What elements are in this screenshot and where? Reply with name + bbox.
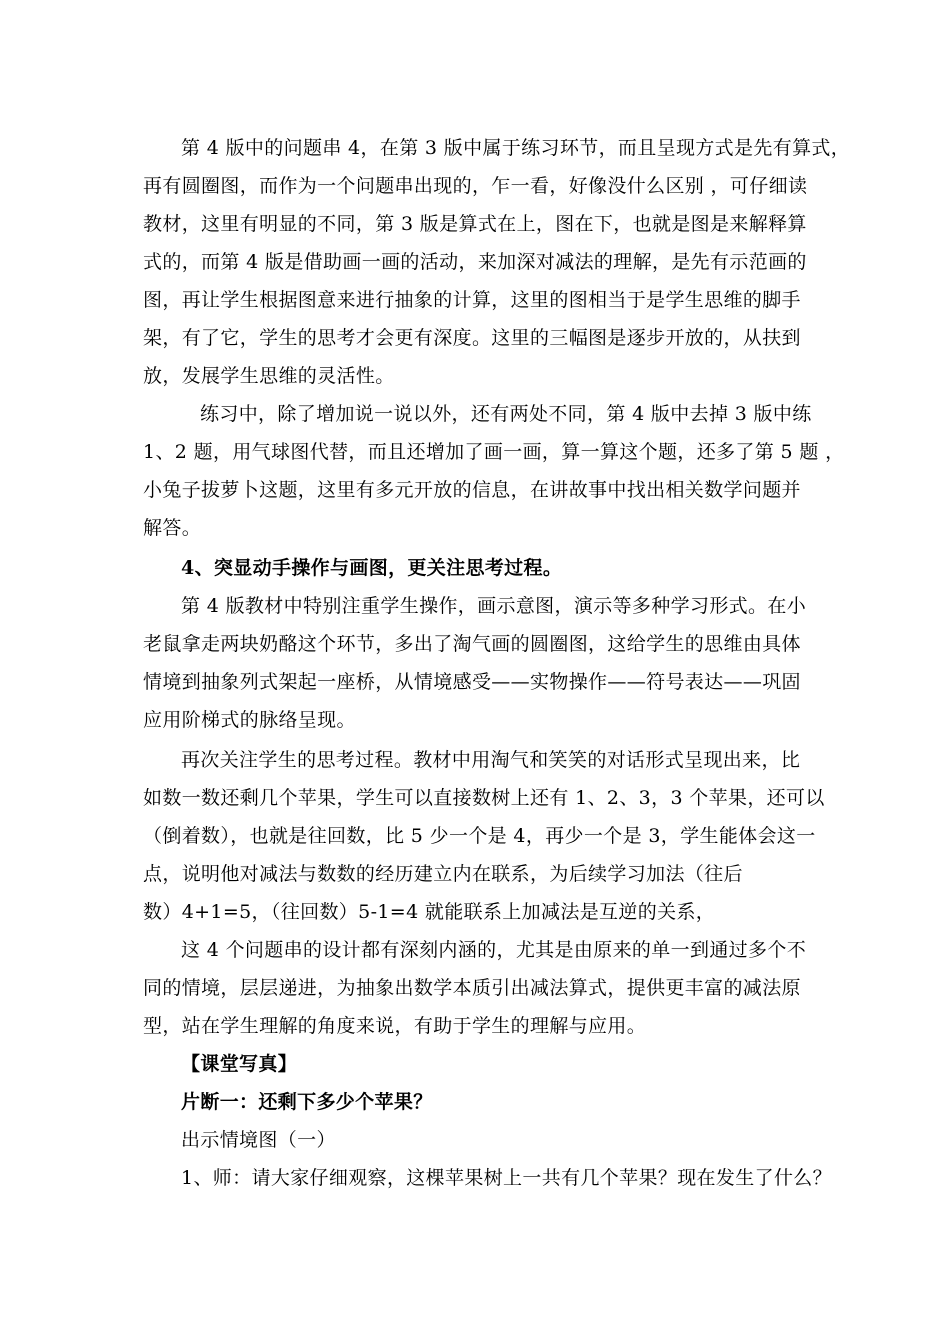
section-heading: 4、突显动手操作与画图，更关注思考过程。 [181,557,563,579]
paragraph-3-line-4: 应用阶梯式的脉络呈现。 [143,709,356,731]
classroom-heading: 【课堂写真】 [181,1053,298,1075]
paragraph-1-line-1: 第 4 版中的问题串 4，在第 3 版中属于练习环节，而且呈现方式是先有算式， [181,137,851,159]
paragraph-1-line-3: 教材，这里有明显的不同，第 3 版是算式在上，图在下，也就是图是来解释算 [143,213,807,235]
paragraph-4-line-4: 点，说明他对减法与数数的经历建立内在联系，为后续学习加法（往后 [143,863,743,885]
paragraph-4-line-1: 再次关注学生的思考过程。教材中用淘气和笑笑的对话形式呈现出来，比 [181,749,801,771]
paragraph-3-line-2: 老鼠拿走两块奶酪这个环节，多出了淘气画的圆圈图，这给学生的思维由具体 [143,633,801,655]
paragraph-1-line-2: 再有圆圈图，而作为一个问题串出现的，乍一看，好像没什么区别 ，可仔细读 [143,175,808,197]
paragraph-5-line-3: 型，站在学生理解的角度来说，有助于学生的理解与应用。 [143,1015,647,1037]
paragraph-5-line-2: 同的情境，层层递进，为抽象出数学本质引出减法算式，提供更丰富的减法原 [143,977,801,999]
paragraph-4-line-5: 数）4+1=5，（往回数）5-1=4 就能联系上加减法是互逆的关系， [143,901,716,923]
paragraph-1-line-6: 架，有了它，学生的思考才会更有深度。这里的三幅图是逐步开放的，从扶到 [143,327,801,349]
paragraph-2-line-3: 小兔子拔萝卜这题，这里有多元开放的信息，在讲故事中找出相关数学问题并 [143,479,801,501]
paragraph-3-line-1: 第 4 版教材中特别注重学生操作，画示意图，演示等多种学习形式。在小 [181,595,807,617]
paragraph-5-line-1: 这 4 个问题串的设计都有深刻内涵的，尤其是由原来的单一到通过多个不 [181,939,807,961]
paragraph-1-line-4: 式的，而第 4 版是借助画一画的活动，来加深对减法的理解，是先有示范画的 [143,251,807,273]
paragraph-4-line-2: 如数一数还剩几个苹果，学生可以直接数树上还有 1、2、3，3 个苹果，还可以 [143,787,825,809]
show-scene-line: 出示情境图（一） [181,1129,336,1151]
paragraph-1-line-7: 放，发展学生思维的灵活性。 [143,365,395,387]
paragraph-1-line-5: 图，再让学生根据图意来进行抽象的计算，这里的图相当于是学生思维的脚手 [143,289,801,311]
fragment-heading: 片断一：还剩下多少个苹果？ [181,1091,433,1113]
paragraph-2-line-1: 练习中，除了增加说一说以外，还有两处不同，第 4 版中去掉 3 版中练 [200,403,812,425]
paragraph-2-line-4: 解答。 [143,517,202,539]
paragraph-3-line-3: 情境到抽象列式架起一座桥，从情境感受——实物操作——符号表达——巩固 [143,671,801,693]
paragraph-4-line-3: （倒着数），也就是往回数，比 5 少一个是 4，再少一个是 3，学生能体会这一 [143,825,816,847]
teacher-question-line: 1、师：请大家仔细观察，这棵苹果树上一共有几个苹果？现在发生了什么？ [181,1167,832,1189]
paragraph-2-line-2: 1、2 题，用气球图代替，而且还增加了画一画，算一算这个题，还多了第 5 题 ， [143,441,845,463]
